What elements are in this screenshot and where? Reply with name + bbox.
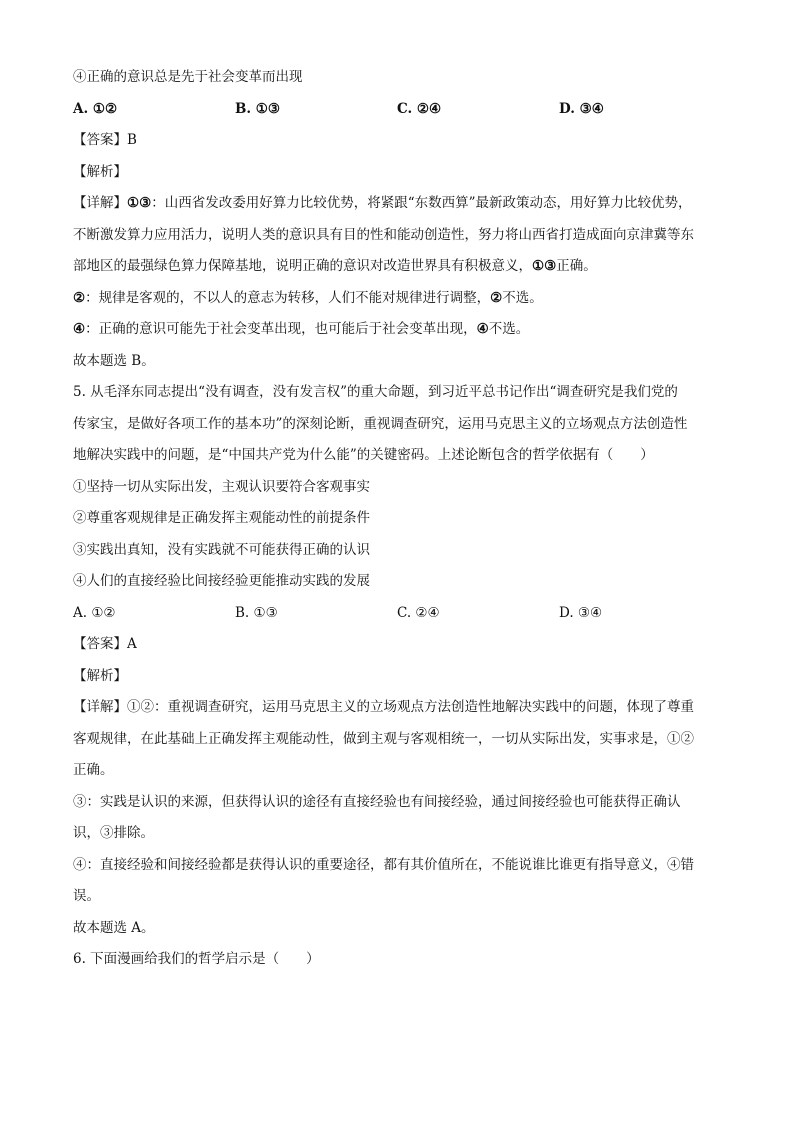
q5-statement-2: ②尊重客观规律是正确发挥主观能动性的前提条件 (73, 510, 370, 526)
q4-detail-line-3: 部地区的最强绿色算力保障基地，说明正确的意识对改造世界具有积极意义，①③正确。 (73, 258, 597, 274)
q5-statement-1: ①坚持一切从实际出发，主观认识要符合客观事实 (73, 478, 370, 495)
answer-value: A (127, 636, 137, 652)
q5-answer (73, 629, 733, 661)
q5-detail-line-2: 客观规律，在此基础上正确发挥主观能动性，做到主观与客观相统一，一切从实际出发，实事求是，①② (73, 730, 694, 747)
q5-option-b: B. ①③ (235, 604, 278, 621)
q5-option-d: D. ③④ (559, 604, 603, 621)
detail-refs: ①③ (127, 195, 152, 211)
detail-tag: 【详解】 (73, 699, 127, 715)
q4-conclusion: 故本题选 B。 (73, 352, 155, 369)
q4-option-c: C. ②④ (397, 100, 442, 117)
q4-detail-line-5: ④：正确的意识可能先于社会变革出现，也可能后于社会变革出现，④不选。 (73, 321, 530, 337)
q5-detail-line-5: 识，③排除。 (73, 825, 154, 841)
answer-tag: 【答案】 (73, 636, 127, 652)
q5-analysis-tag: 【解析】 (73, 667, 127, 684)
q4-option-d: D. ③④ (559, 100, 604, 117)
q5-question-line-1: 5. 从毛泽东同志提出“没有调查，没有发言权”的重大命题，到习近平总书记作出“调查研究是我们党的 (73, 384, 678, 400)
q4-answer (73, 125, 733, 157)
q4-option-b: B. ①③ (235, 100, 281, 117)
q5-detail-line-3: 正确。 (73, 762, 114, 778)
q5-option-c: C. ②④ (397, 604, 440, 621)
q4-options (73, 94, 733, 126)
document-page (73, 62, 733, 976)
q5-question-line-3: 地解决实践中的问题，是“中国共产党为什么能”的关键密码。上述论断包含的哲学依据有（ ） (73, 447, 654, 463)
q4-analysis-tag: 【解析】 (73, 163, 127, 180)
q5-detail-line-6: ④：直接经验和间接经验都是获得认识的重要途径，都有其价值所在，不能说谁比谁更有指导意义，④错 (73, 856, 694, 873)
q5-detail-line-1: 【详解】①②：重视调查研究，运用马克思主义的立场观点方法创造性地解决实践中的问题，体现了尊重 (73, 699, 694, 715)
q4-detail-line-1: 【详解】①③：山西省发改委用好算力比较优势，将紧跟“东数西算”最新政策动态，用好算力比较优势， (73, 195, 692, 211)
q5-option-a: A. ①② (73, 604, 116, 621)
q5-conclusion: 故本题选 A。 (73, 919, 155, 936)
q5-detail-line-7: 误。 (73, 888, 100, 904)
q4-option-a: A. ①② (73, 100, 118, 117)
q5-options (73, 598, 733, 630)
q5-statement-4: ④人们的直接经验比间接经验更能推动实践的发展 (73, 573, 370, 589)
answer-value: B (127, 132, 137, 148)
q4-statement-4: ④正确的意识总是先于社会变革而出现 (73, 69, 303, 85)
detail-tag: 【详解】 (73, 195, 127, 211)
q5-statement-3: ③实践出真知，没有实践就不可能获得正确的认识 (73, 541, 370, 558)
q6-question: 6. 下面漫画给我们的哲学启示是（ ） (73, 951, 320, 967)
q4-detail-line-4: ②：规律是客观的，不以人的意志为转移，人们不能对规律进行调整，②不选。 (73, 289, 543, 306)
q5-detail-line-4: ③：实践是认识的来源，但获得认识的途径有直接经验也有间接经验，通过间接经验也可能获得正确认 (73, 793, 681, 810)
q5-question-line-2: 传家宝，是做好各项工作的基本功”的深刻论断，重视调查研究，运用马克思主义的立场观点方法创造性 (73, 415, 688, 432)
q4-detail-line-2: 不断激发算力应用活力，说明人类的意识具有目的性和能动创造性，努力将山西省打造成面向京津冀等东 (73, 226, 694, 243)
answer-tag: 【答案】 (73, 132, 127, 148)
